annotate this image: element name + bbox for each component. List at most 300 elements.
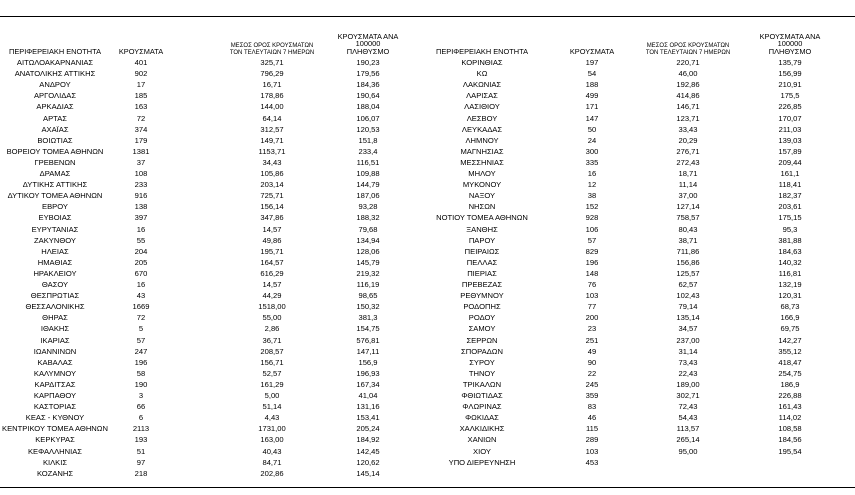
right-per100k-cell: 139,03	[778, 135, 802, 145]
left-per100k-cell: 233,4	[358, 146, 378, 156]
left-avg-cell: 149,71	[260, 135, 284, 145]
right-cases-cell: 453	[585, 457, 599, 467]
header-avg-left-line2: ΤΟΝ ΤΕΛΕΥΤΑΙΩΝ 7 ΗΜΕΡΩΝ	[229, 49, 315, 56]
left-avg-cell: 796,29	[260, 69, 284, 79]
left-avg-cell: 52,57	[262, 368, 282, 378]
header-per100k-right-line1: ΚΡΟΥΣΜΑΤΑ ΑΝΑ 100000	[759, 31, 821, 49]
left-cases-cell: 185	[134, 91, 148, 101]
left-cases-cell: 6	[138, 413, 144, 423]
left-region-cell: ΕΥΒΟΙΑΣ	[38, 213, 72, 223]
left-region-cell: ΖΑΚΥΝΘΟΥ	[34, 235, 76, 245]
right-cases-cell: 499	[585, 91, 599, 101]
left-cases-cell: 16	[136, 224, 146, 234]
left-cases-cell: 193	[134, 435, 148, 445]
left-avg-cell: 5,00	[264, 391, 280, 400]
left-cases-cell: 218	[134, 468, 148, 478]
right-avg-cell: 54,43	[678, 413, 698, 423]
table-row	[0, 390, 855, 401]
left-avg-cell: 325,71	[260, 58, 284, 67]
left-per100k-cell: 145,14	[356, 468, 380, 478]
left-per100k-cell: 144,79	[356, 180, 380, 190]
right-region-cell: ΜΑΓΝΗΣΙΑΣ	[460, 146, 504, 156]
right-avg-cell: 33,43	[678, 124, 698, 134]
right-avg-cell: 237,00	[676, 335, 700, 345]
right-per100k-cell: 195,54	[778, 446, 802, 456]
left-avg-cell: 36,71	[262, 335, 282, 345]
left-avg-cell: 208,57	[260, 346, 284, 356]
left-cases-cell: 670	[134, 268, 148, 278]
left-avg-cell: 161,29	[260, 379, 284, 389]
table-row	[0, 57, 855, 68]
right-region-cell: ΛΕΥΚΑΔΑΣ	[461, 124, 503, 134]
table-row	[0, 446, 855, 457]
header-region-left: ΠΕΡΙΦΕΡΕΙΑΚΗ ΕΝΟΤΗΤΑ	[9, 47, 101, 57]
left-cases-cell: 3	[138, 391, 144, 400]
left-per100k-cell: 156,9	[358, 357, 378, 367]
table-row	[0, 168, 855, 179]
header-cases-right: ΚΡΟΥΣΜΑΤΑ	[569, 47, 615, 57]
table-row	[0, 113, 855, 124]
right-per100k-cell: 186,9	[780, 379, 800, 389]
right-per100k-cell: 210,91	[778, 80, 802, 90]
left-per100k-cell: 93,28	[358, 202, 378, 212]
left-avg-cell: 64,14	[262, 113, 282, 123]
left-cases-cell: 43	[136, 291, 146, 301]
left-region-cell: ΘΗΡΑΣ	[42, 313, 68, 323]
left-per100k-cell: 167,34	[356, 379, 380, 389]
table-header	[0, 31, 855, 57]
header-region-right: ΠΕΡΙΦΕΡΕΙΑΚΗ ΕΝΟΤΗΤΑ	[436, 47, 528, 57]
right-cases-cell: 196	[585, 257, 599, 267]
left-cases-cell: 204	[134, 246, 148, 256]
left-cases-cell: 72	[136, 113, 146, 123]
table-row	[0, 457, 855, 468]
right-avg-cell: 80,43	[678, 224, 698, 234]
right-cases-cell: 12	[587, 180, 597, 190]
right-region-cell: ΣΑΜΟΥ	[468, 324, 496, 334]
left-cases-cell: 37	[136, 157, 146, 167]
left-avg-cell: 164,57	[260, 257, 284, 267]
left-region-cell: ΑΙΤΩΛΟΑΚΑΡΝΑΝΙΑΣ	[16, 58, 94, 67]
right-per100k-cell: 114,02	[778, 413, 802, 423]
right-cases-cell: 106	[585, 224, 599, 234]
right-per100k-cell: 226,88	[778, 391, 802, 400]
right-region-cell: ΛΗΜΝΟΥ	[465, 135, 499, 145]
right-per100k-cell: 254,75	[778, 368, 802, 378]
right-avg-cell: 192,86	[676, 80, 700, 90]
left-avg-cell: 725,71	[260, 191, 284, 201]
table-row	[0, 124, 855, 135]
left-avg-cell: 2,86	[264, 324, 280, 334]
header-avg-right-line1: ΜΕΣΟΣ ΟΡΟΣ ΚΡΟΥΣΜΑΤΩΝ	[646, 43, 730, 50]
table-row	[0, 401, 855, 412]
right-region-cell: ΠΑΡΟΥ	[468, 235, 496, 245]
right-per100k-cell: 157,89	[778, 146, 802, 156]
right-cases-cell: 115	[585, 424, 599, 434]
left-region-cell: ΚΑΒΑΛΑΣ	[37, 357, 73, 367]
left-cases-cell: 66	[136, 402, 146, 412]
left-region-cell: ΚΑΡΔΙΤΣΑΣ	[34, 379, 76, 389]
right-cases-cell: 22	[587, 368, 597, 378]
right-per100k-cell: 140,32	[778, 257, 802, 267]
left-region-cell: ΒΟΙΩΤΙΑΣ	[37, 135, 73, 145]
left-region-cell: ΑΡΚΑΔΙΑΣ	[36, 102, 74, 112]
right-region-cell: ΠΕΙΡΑΙΩΣ	[464, 246, 500, 256]
left-per100k-cell: 116,19	[356, 280, 380, 289]
right-cases-cell: 57	[587, 235, 597, 245]
left-region-cell: ΗΜΑΘΙΑΣ	[37, 257, 73, 267]
left-avg-cell: 55,00	[262, 313, 282, 323]
left-avg-cell: 16,71	[262, 80, 282, 90]
left-region-cell: ΑΡΓΟΛΙΔΑΣ	[33, 91, 77, 101]
right-cases-cell: 829	[585, 246, 599, 256]
header-per100k-left-line2: ΠΛΗΘΥΣΜΟ	[346, 47, 390, 57]
right-cases-cell: 300	[585, 146, 599, 156]
right-cases-cell: 197	[585, 58, 599, 67]
left-per100k-cell: 190,64	[356, 91, 380, 101]
table-row	[0, 179, 855, 190]
right-avg-cell: 302,71	[676, 391, 700, 400]
right-avg-cell: 113,57	[676, 424, 700, 434]
left-region-cell: ΙΚΑΡΙΑΣ	[40, 335, 70, 345]
right-avg-cell: 38,71	[678, 235, 698, 245]
left-avg-cell: 156,71	[260, 357, 284, 367]
left-avg-cell: 4,43	[264, 413, 280, 423]
left-region-cell: ΚΙΛΚΙΣ	[42, 457, 68, 467]
left-region-cell: ΚΕΡΚΥΡΑΣ	[35, 435, 75, 445]
left-avg-cell: 156,14	[260, 202, 284, 212]
right-region-cell: ΠΡΕΒΕΖΑΣ	[461, 280, 503, 289]
left-cases-cell: 401	[134, 58, 148, 67]
header-per100k-left	[330, 31, 406, 57]
right-cases-cell: 103	[585, 291, 599, 301]
header-per100k-right	[747, 31, 833, 57]
header-per100k-right-line2: ΠΛΗΘΥΣΜΟ	[768, 47, 812, 57]
table-row	[0, 312, 855, 323]
left-avg-cell: 51,14	[262, 402, 282, 412]
table-row	[0, 279, 855, 290]
left-per100k-cell: 576,81	[356, 335, 380, 345]
left-region-cell: ΔΥΤΙΚΟΥ ΤΟΜΕΑ ΑΘΗΝΩΝ	[7, 191, 103, 201]
right-cases-cell: 147	[585, 113, 599, 123]
right-region-cell: ΠΙΕΡΙΑΣ	[467, 268, 497, 278]
table-row	[0, 412, 855, 423]
right-avg-cell: 711,86	[676, 246, 700, 256]
left-region-cell: ΚΕΦΑΛΛΗΝΙΑΣ	[27, 446, 83, 456]
table-row	[0, 290, 855, 301]
left-cases-cell: 51	[136, 446, 146, 456]
right-per100k-cell: 184,63	[778, 246, 802, 256]
left-cases-cell: 163	[134, 102, 148, 112]
right-per100k-cell: 161,43	[778, 402, 802, 412]
left-cases-cell: 72	[136, 313, 146, 323]
table-row	[0, 346, 855, 357]
left-region-cell: ΑΝΔΡΟΥ	[39, 80, 71, 90]
right-per100k-cell: 203,61	[778, 202, 802, 212]
left-region-cell: ΑΧΑΪΑΣ	[41, 124, 69, 134]
left-region-cell: ΚΑΡΠΑΘΟΥ	[33, 391, 77, 400]
table-row	[0, 101, 855, 112]
right-region-cell: ΥΠΟ ΔΙΕΡΕΥΝΗΣΗ	[448, 457, 516, 467]
table-row	[0, 368, 855, 379]
table-row	[0, 146, 855, 157]
right-avg-cell: 220,71	[676, 58, 700, 67]
right-region-cell: ΚΩ	[476, 69, 488, 79]
left-per100k-cell: 116,51	[356, 157, 380, 167]
right-avg-cell: 276,71	[676, 146, 700, 156]
right-region-cell: ΡΟΔΟΠΗΣ	[463, 302, 501, 312]
right-cases-cell: 928	[585, 213, 599, 223]
left-avg-cell: 44,29	[262, 291, 282, 301]
table-row	[0, 135, 855, 146]
right-cases-cell: 24	[587, 135, 597, 145]
left-cases-cell: 17	[136, 80, 146, 90]
left-avg-cell: 14,57	[262, 224, 282, 234]
header-avg-right-line2: ΤΟΝ ΤΕΛΕΥΤΑΙΩΝ 7 ΗΜΕΡΩΝ	[645, 49, 731, 56]
right-per100k-cell: 120,31	[778, 291, 802, 301]
right-per100k-cell: 355,12	[778, 346, 802, 356]
right-avg-cell: 11,14	[678, 180, 698, 190]
right-avg-cell: 265,14	[676, 435, 700, 445]
left-per100k-cell: 196,93	[356, 368, 380, 378]
table-row	[0, 79, 855, 90]
right-cases-cell: 83	[587, 402, 597, 412]
right-cases-cell: 359	[585, 391, 599, 400]
left-cases-cell: 1669	[132, 302, 150, 312]
right-cases-cell: 90	[587, 357, 597, 367]
left-avg-cell: 144,00	[260, 102, 284, 112]
right-region-cell: ΦΘΙΩΤΙΔΑΣ	[461, 391, 503, 400]
left-per100k-cell: 184,92	[356, 435, 380, 445]
right-avg-cell: 37,00	[678, 191, 698, 201]
right-cases-cell: 77	[587, 302, 597, 312]
left-cases-cell: 5	[138, 324, 144, 334]
right-per100k-cell: 135,79	[778, 58, 802, 67]
right-per100k-cell: 175,5	[780, 91, 800, 101]
left-region-cell: ΚΟΖΑΝΗΣ	[36, 468, 74, 478]
right-region-cell: ΣΠΟΡΑΔΩΝ	[461, 346, 503, 356]
right-cases-cell: 251	[585, 335, 599, 345]
left-cases-cell: 190	[134, 379, 148, 389]
left-per100k-cell: 79,68	[358, 224, 378, 234]
right-per100k-cell: 161,1	[780, 169, 800, 178]
left-per100k-cell: 106,07	[356, 113, 380, 123]
left-cases-cell: 374	[134, 124, 148, 134]
left-region-cell: ΔΥΤΙΚΗΣ ΑΤΤΙΚΗΣ	[22, 180, 88, 190]
right-region-cell: ΣΥΡΟΥ	[469, 357, 495, 367]
right-cases-cell: 335	[585, 157, 599, 167]
left-avg-cell: 1518,00	[258, 302, 286, 312]
right-per100k-cell: 156,99	[778, 69, 802, 79]
table-row	[0, 201, 855, 212]
left-per100k-cell: 41,04	[358, 391, 378, 400]
right-avg-cell: 31,14	[678, 346, 698, 356]
left-cases-cell: 916	[134, 191, 148, 201]
left-per100k-cell: 188,32	[356, 213, 380, 223]
table-row	[0, 90, 855, 101]
left-per100k-cell: 154,75	[356, 324, 380, 334]
right-avg-cell: 95,00	[678, 446, 698, 456]
right-avg-cell: 72,43	[678, 402, 698, 412]
right-cases-cell: 38	[587, 191, 597, 201]
left-avg-cell: 163,00	[260, 435, 284, 445]
right-region-cell: ΡΕΘΥΜΝΟΥ	[460, 291, 504, 301]
right-per100k-cell: 108,58	[778, 424, 802, 434]
left-avg-cell: 202,86	[260, 468, 284, 478]
left-per100k-cell: 184,36	[356, 80, 380, 90]
left-avg-cell: 178,86	[260, 91, 284, 101]
left-cases-cell: 247	[134, 346, 148, 356]
right-avg-cell: 189,00	[676, 379, 700, 389]
right-cases-cell: 16	[587, 169, 597, 178]
left-per100k-cell: 151,8	[358, 135, 378, 145]
left-avg-cell: 1731,00	[258, 424, 286, 434]
left-region-cell: ΑΝΑΤΟΛΙΚΗΣ ΑΤΤΙΚΗΣ	[14, 69, 96, 79]
left-cases-cell: 179	[134, 135, 148, 145]
right-region-cell: ΝΟΤΙΟΥ ΤΟΜΕΑ ΑΘΗΝΩΝ	[436, 213, 528, 223]
left-per100k-cell: 128,06	[356, 246, 380, 256]
left-per100k-cell: 145,79	[356, 257, 380, 267]
header-cases-left: ΚΡΟΥΣΜΑΤΑ	[118, 47, 164, 57]
left-per100k-cell: 120,62	[356, 457, 380, 467]
left-per100k-cell: 134,94	[356, 235, 380, 245]
table-row	[0, 212, 855, 223]
right-region-cell: ΜΗΛΟΥ	[468, 169, 496, 178]
right-avg-cell: 79,14	[678, 302, 698, 312]
right-cases-cell: 46	[587, 413, 597, 423]
right-cases-cell: 200	[585, 313, 599, 323]
right-region-cell: ΣΕΡΡΩΝ	[466, 335, 498, 345]
left-region-cell: ΙΩΑΝΝΙΝΩΝ	[33, 346, 77, 356]
left-avg-cell: 40,43	[262, 446, 282, 456]
left-avg-cell: 49,86	[262, 235, 282, 245]
left-region-cell: ΕΥΡΥΤΑΝΙΑΣ	[31, 224, 79, 234]
right-per100k-cell: 184,56	[778, 435, 802, 445]
left-region-cell: ΘΕΣΣΑΛΟΝΙΚΗΣ	[25, 302, 85, 312]
left-region-cell: ΘΑΣΟΥ	[41, 280, 69, 289]
left-avg-cell: 195,71	[260, 246, 284, 256]
left-avg-cell: 616,29	[260, 268, 284, 278]
right-avg-cell: 46,00	[678, 69, 698, 79]
right-avg-cell: 102,43	[676, 291, 700, 301]
right-avg-cell: 73,43	[678, 357, 698, 367]
table-row	[0, 468, 855, 479]
left-avg-cell: 312,57	[260, 124, 284, 134]
left-per100k-cell: 219,32	[356, 268, 380, 278]
right-avg-cell: 758,57	[676, 213, 700, 223]
right-per100k-cell: 95,3	[782, 224, 798, 234]
left-avg-cell: 105,86	[260, 169, 284, 178]
left-region-cell: ΚΑΣΤΟΡΙΑΣ	[33, 402, 77, 412]
right-cases-cell: 188	[585, 80, 599, 90]
right-per100k-cell: 170,07	[778, 113, 802, 123]
left-cases-cell: 16	[136, 280, 146, 289]
right-region-cell: ΜΥΚΟΝΟΥ	[462, 180, 502, 190]
right-per100k-cell: 381,88	[778, 235, 802, 245]
right-region-cell: ΝΗΣΩΝ	[468, 202, 496, 212]
left-avg-cell: 1153,71	[258, 146, 286, 156]
right-avg-cell: 135,14	[676, 313, 700, 323]
right-cases-cell: 50	[587, 124, 597, 134]
right-avg-cell: 146,71	[676, 102, 700, 112]
table-row	[0, 423, 855, 434]
left-per100k-cell: 150,32	[356, 302, 380, 312]
left-cases-cell: 2113	[132, 424, 150, 434]
left-avg-cell: 84,71	[262, 457, 282, 467]
right-cases-cell: 103	[585, 446, 599, 456]
right-per100k-cell: 182,37	[778, 191, 802, 201]
bottom-rule	[0, 487, 855, 488]
right-avg-cell: 125,57	[676, 268, 700, 278]
right-avg-cell: 156,86	[676, 257, 700, 267]
header-per100k-left-line1: ΚΡΟΥΣΜΑΤΑ ΑΝΑ 100000	[337, 31, 399, 49]
table-row	[0, 257, 855, 268]
left-cases-cell: 196	[134, 357, 148, 367]
left-avg-cell: 347,86	[260, 213, 284, 223]
right-region-cell: ΞΑΝΘΗΣ	[466, 224, 498, 234]
left-per100k-cell: 381,3	[358, 313, 378, 323]
right-avg-cell: 414,86	[676, 91, 700, 101]
right-per100k-cell: 166,9	[780, 313, 800, 323]
right-cases-cell: 171	[585, 102, 599, 112]
right-cases-cell: 54	[587, 69, 597, 79]
left-per100k-cell: 190,23	[356, 58, 380, 67]
left-cases-cell: 902	[134, 69, 148, 79]
right-region-cell: ΧΑΛΚΙΔΙΚΗΣ	[459, 424, 505, 434]
left-avg-cell: 14,57	[262, 280, 282, 289]
left-region-cell: ΗΛΕΙΑΣ	[41, 246, 69, 256]
left-avg-cell: 34,43	[262, 157, 282, 167]
table-row	[0, 224, 855, 235]
left-region-cell: ΚΑΛΥΜΝΟΥ	[33, 368, 77, 378]
right-cases-cell: 152	[585, 202, 599, 212]
table-row	[0, 379, 855, 390]
left-region-cell: ΚΕΝΤΡΙΚΟΥ ΤΟΜΕΑ ΑΘΗΝΩΝ	[2, 424, 108, 434]
right-per100k-cell: 69,75	[780, 324, 800, 334]
left-cases-cell: 1381	[132, 146, 150, 156]
right-region-cell: ΚΟΡΙΝΘΙΑΣ	[461, 58, 503, 67]
table-row	[0, 301, 855, 312]
left-cases-cell: 55	[136, 235, 146, 245]
header-avg-left-line1: ΜΕΣΟΣ ΟΡΟΣ ΚΡΟΥΣΜΑΤΩΝ	[230, 43, 314, 50]
right-per100k-cell: 142,27	[778, 335, 802, 345]
left-region-cell: ΗΡΑΚΛΕΙΟΥ	[33, 268, 77, 278]
table-row	[0, 68, 855, 79]
right-region-cell: ΛΑΣΙΘΙΟΥ	[464, 102, 500, 112]
left-avg-cell: 203,14	[260, 180, 284, 190]
left-region-cell: ΒΟΡΕΙΟΥ ΤΟΜΕΑ ΑΘΗΝΩΝ	[6, 146, 104, 156]
right-region-cell: ΜΕΣΣΗΝΙΑΣ	[460, 157, 504, 167]
left-cases-cell: 138	[134, 202, 148, 212]
left-region-cell: ΓΡΕΒΕΝΩΝ	[34, 157, 76, 167]
left-region-cell: ΕΒΡΟΥ	[42, 202, 68, 212]
left-per100k-cell: 131,16	[356, 402, 380, 412]
right-per100k-cell: 132,19	[778, 280, 802, 289]
left-per100k-cell: 188,04	[356, 102, 380, 112]
right-region-cell: ΠΕΛΛΑΣ	[466, 257, 498, 267]
right-avg-cell: 22,43	[678, 368, 698, 378]
header-avg-left	[217, 36, 327, 56]
left-region-cell: ΚΕΑΣ - ΚΥΘΝΟΥ	[25, 413, 85, 423]
left-per100k-cell: 109,88	[356, 169, 380, 178]
table-row	[0, 246, 855, 257]
table-row	[0, 190, 855, 201]
right-per100k-cell: 209,44	[778, 157, 802, 167]
right-avg-cell: 127,14	[676, 202, 700, 212]
table-row	[0, 235, 855, 246]
table-row	[0, 157, 855, 168]
top-rule	[0, 16, 855, 17]
